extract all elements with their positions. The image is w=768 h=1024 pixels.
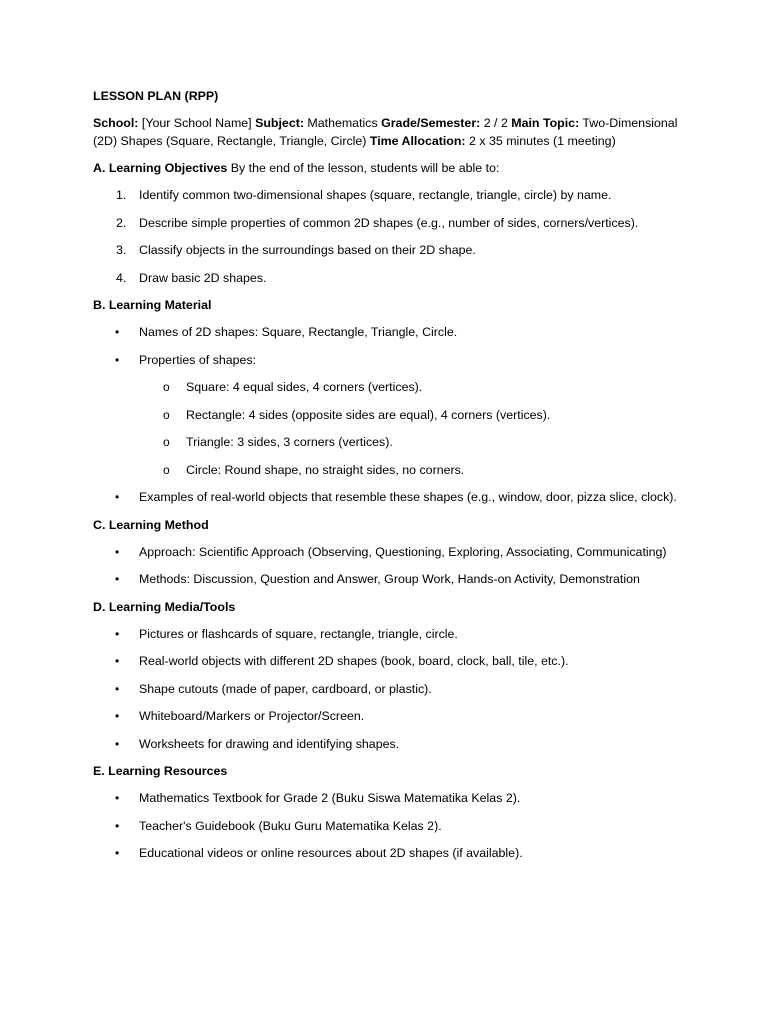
sub-bullet-icon: o — [163, 435, 170, 449]
material-list — [93, 323, 683, 506]
topic-value: Two-Dimensional (2D) Shapes (Square, Rectangle, Triangle, Circle) — [93, 116, 678, 148]
bullet-icon: • — [115, 654, 120, 668]
list-item: 4. Draw basic 2D shapes. — [116, 270, 267, 285]
topic-label: Main Topic: — [511, 116, 580, 130]
list-item: • Worksheets for drawing and identifying shapes. — [115, 736, 400, 751]
list-item: • Names of 2D shapes: Square, Rectangle, Triangle, Circle. — [115, 325, 458, 339]
bullet-icon: • — [115, 736, 120, 751]
lesson-info — [93, 114, 683, 150]
list-item: • Shape cutouts (made of paper, cardboard, or plastic). — [115, 681, 432, 696]
subject-value: Mathematics — [303, 116, 382, 130]
list-item: • Examples of real-world objects that resemble these shapes (e.g., window, door, pizza slice, clock). — [115, 490, 677, 504]
subject-label: Subject: — [255, 116, 304, 130]
bullet-icon: • — [115, 325, 120, 339]
section-a-heading: A. Learning Objectives By the end of the lesson, students will be able to: — [93, 161, 500, 175]
resources-list — [93, 789, 683, 862]
objectives-list — [93, 186, 683, 287]
bullet-icon: • — [115, 352, 120, 367]
sub-bullet-icon: o — [163, 380, 170, 394]
list-item: • Approach: Scientific Approach (Observing, Questioning, Exploring, Associating, Communicating) — [115, 544, 667, 559]
bullet-icon: • — [115, 626, 120, 641]
section-d-heading: D. Learning Media/Tools — [93, 599, 236, 614]
sub-bullet-icon: o — [163, 407, 170, 422]
sub-list-item: o Triangle: 3 sides, 3 corners (vertices). — [163, 435, 393, 449]
section-c-heading: C. Learning Method — [93, 517, 209, 532]
list-item: • Properties of shapes: o Square: 4 equal sides, 4 corners (vertices). o Rectangle: 4 sides (opposite sides are equal), 4 corners (vertices). o Triangle: 3 sides, 3 corners (vertices). o Circle: Round shape, no straight sides, no corners. — [93, 351, 683, 479]
sub-list-item: o Rectangle: 4 sides (opposite sides are equal), 4 corners (vertices). — [163, 407, 551, 422]
time-label: Time Allocation: — [369, 134, 466, 148]
section-b-heading: B. Learning Material — [93, 298, 212, 312]
bullet-icon: • — [115, 681, 120, 696]
bullet-icon: • — [115, 709, 120, 723]
list-item: 3. Classify objects in the surroundings based on their 2D shape. — [116, 243, 476, 257]
list-item: • Educational videos or online resources about 2D shapes (if available). — [115, 846, 523, 860]
time-value: 2 x 35 minutes (1 meeting) — [465, 134, 616, 148]
list-item: • Real-world objects with different 2D shapes (book, board, clock, ball, tile, etc.). — [115, 654, 569, 668]
list-item: 1. Identify common two-dimensional shapes (square, rectangle, triangle, circle) by name. — [116, 188, 612, 202]
section-e-heading: E. Learning Resources — [93, 764, 228, 778]
document-body — [93, 87, 683, 872]
sub-bullet-icon: o — [163, 462, 170, 477]
sub-list-item: o Circle: Round shape, no straight sides, no corners. — [163, 462, 465, 477]
list-item: • Pictures or flashcards of square, rectangle, triangle, circle. — [115, 626, 458, 641]
list-item: • Methods: Discussion, Question and Answer, Group Work, Hands-on Activity, Demonstration — [115, 572, 640, 586]
bullet-icon: • — [115, 846, 120, 860]
document-title: LESSON PLAN (RPP) — [93, 89, 219, 103]
bullet-icon: • — [115, 791, 120, 805]
shape-properties-list — [139, 378, 683, 479]
list-item: 2. Describe simple properties of common 2D shapes (e.g., number of sides, corners/vertices). — [116, 215, 639, 230]
bullet-icon: • — [115, 490, 120, 504]
sub-list-item: o Square: 4 equal sides, 4 corners (vertices). — [163, 380, 423, 394]
method-list — [93, 543, 683, 589]
bullet-icon: • — [115, 572, 120, 586]
grade-label: Grade/Semester: — [381, 116, 481, 130]
school-label: School: — [93, 116, 139, 130]
media-list — [93, 625, 683, 753]
list-item: • Mathematics Textbook for Grade 2 (Buku Siswa Matematika Kelas 2). — [115, 791, 521, 805]
list-item: • Whiteboard/Markers or Projector/Screen. — [115, 709, 365, 723]
school-value: [Your School Name] — [138, 116, 256, 130]
bullet-icon: • — [115, 818, 120, 833]
bullet-icon: • — [115, 544, 120, 559]
grade-value: 2 / 2 — [480, 116, 512, 130]
list-item: • Teacher's Guidebook (Buku Guru Matematika Kelas 2). — [115, 818, 442, 833]
